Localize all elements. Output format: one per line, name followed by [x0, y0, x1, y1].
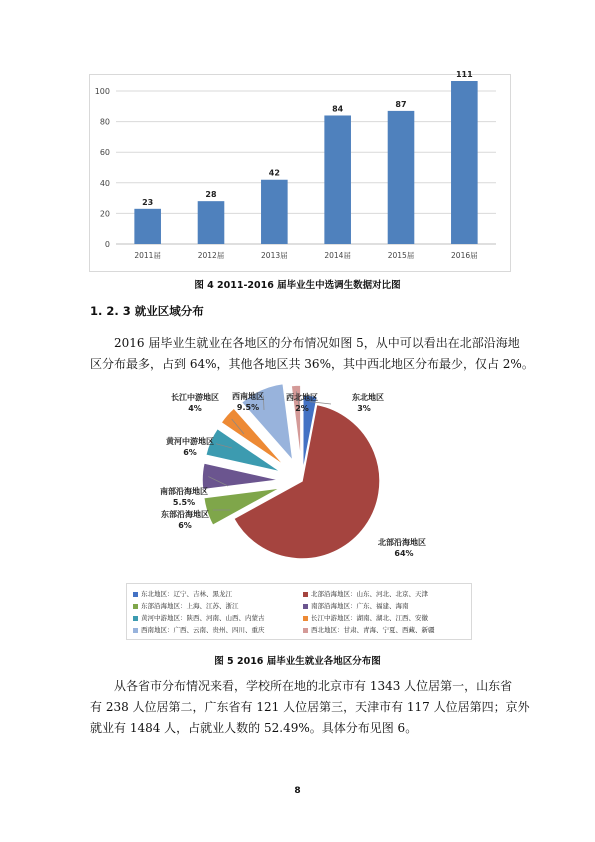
bar-0	[134, 209, 161, 244]
paragraph-1	[90, 333, 534, 375]
paragraph-2-line-2: 有 238 人位居第二，广东省有 121 人位居第三，天津市有 117 人位居第四；京外	[90, 700, 530, 714]
bar-category-label: 2013届	[261, 251, 288, 260]
paragraph-1-line-2: 区分布最多，占到 64%，其他各地区共 36%，其中西北地区分布最少，仅占 2%。	[90, 357, 534, 371]
pie-legend	[126, 583, 472, 640]
figure5-caption: 图 5 2016 届毕业生就业各地区分布图	[214, 656, 381, 667]
section-heading: 1. 2. 3 就业区域分布	[90, 304, 204, 318]
pie-percent-label: 64%	[394, 549, 414, 558]
pie-category-label: 西南地区	[232, 392, 264, 401]
figure4-caption: 图 4 2011-2016 届毕业生中选调生数据对比图	[194, 280, 401, 291]
legend-swatch	[133, 604, 138, 609]
bar-ytick-label: 80	[99, 117, 110, 127]
bar-5	[451, 81, 478, 244]
bar-3	[324, 115, 351, 244]
legend-item	[303, 625, 435, 634]
bar-category-label: 2012届	[197, 251, 225, 260]
legend-swatch	[303, 616, 308, 621]
legend-item	[133, 625, 265, 634]
pie-category-label: 北部沿海地区	[378, 538, 426, 547]
bar-ytick-label: 60	[99, 148, 110, 158]
pie-percent-label: 6%	[178, 521, 192, 530]
bar-ytick-label: 100	[94, 87, 110, 96]
pie-percent-label: 3%	[357, 404, 371, 413]
legend-swatch	[133, 628, 138, 633]
page-number: 8	[294, 786, 301, 796]
paragraph-2-line-1: 从各省市分布情况来看，学校所在地的北京市有 1343 人位居第一，山东省	[114, 679, 513, 693]
pie-category-label: 长江中游地区	[171, 393, 219, 402]
bar-1	[198, 201, 225, 244]
legend-label: 北部沿海地区：山东、河北、北京、天津	[311, 590, 428, 598]
legend-swatch	[303, 592, 308, 597]
bar-ytick-label: 0	[104, 240, 110, 249]
pie-category-label: 南部沿海地区	[160, 487, 208, 496]
legend-swatch	[303, 604, 308, 609]
bar-value-label: 111	[455, 70, 473, 79]
bar-value-label: 28	[205, 190, 217, 200]
bar-category-label: 2014届	[324, 251, 351, 260]
legend-swatch	[133, 616, 138, 621]
bar-chart-frame	[89, 70, 511, 272]
pie-chart	[0, 380, 595, 580]
pie-percent-label: 6%	[183, 448, 197, 457]
bar-category-label: 2011届	[134, 251, 161, 260]
bar-value-label: 42	[268, 168, 280, 178]
legend-swatch	[303, 628, 308, 633]
legend-label: 东北地区：辽宁、吉林、黑龙江	[141, 590, 232, 598]
bar-ytick-label: 20	[99, 209, 110, 219]
legend-label: 西北地区：甘肃、青海、宁夏、西藏、新疆	[311, 626, 435, 634]
paragraph-2-line-3: 就业有 1484 人，占就业人数的 52.49%。具体分布见图 6。	[90, 721, 418, 735]
legend-label: 黄河中游地区：陕西、河南、山西、内蒙古	[141, 614, 265, 622]
pie-percent-label: 5.5%	[172, 498, 196, 507]
bar-4	[388, 111, 415, 244]
legend-label: 长江中游地区：湖南、湖北、江西、安徽	[311, 614, 428, 622]
pie-category-label: 东北地区	[352, 393, 384, 402]
bar-value-label: 84	[332, 104, 344, 114]
legend-item	[133, 601, 239, 610]
legend-label: 西南地区：广西、云南、贵州、四川、重庆	[141, 626, 265, 634]
pie-category-label: 黄河中游地区	[166, 437, 214, 446]
paragraph-2	[90, 676, 530, 739]
bar-value-label: 23	[142, 197, 154, 207]
bar-chart	[90, 70, 510, 271]
legend-label: 南部沿海地区：广东、福建、海南	[311, 602, 409, 610]
pie-percent-label: 2%	[295, 404, 309, 413]
pie-chart-area	[0, 380, 595, 580]
pie-percent-label: 9.5%	[236, 403, 260, 412]
pie-category-label: 西北地区	[286, 393, 318, 402]
legend-item	[303, 589, 428, 598]
legend-item	[303, 613, 428, 622]
bar-ytick-label: 40	[99, 178, 110, 188]
legend-item	[133, 589, 232, 598]
pie-percent-label: 4%	[188, 404, 202, 413]
legend-swatch	[133, 592, 138, 597]
bar-value-label: 87	[395, 99, 407, 109]
paragraph-1-line-1: 2016 届毕业生就业在各地区的分布情况如图 5，从中可以看出在北部沿海地	[114, 336, 520, 350]
bar-category-label: 2016届	[451, 251, 478, 260]
bar-2	[261, 180, 288, 244]
legend-item	[303, 601, 409, 610]
legend-item	[133, 613, 265, 622]
bar-category-label: 2015届	[387, 251, 415, 260]
pie-category-label: 东部沿海地区	[161, 510, 209, 519]
legend-label: 东部沿海地区：上海、江苏、浙江	[141, 602, 239, 610]
